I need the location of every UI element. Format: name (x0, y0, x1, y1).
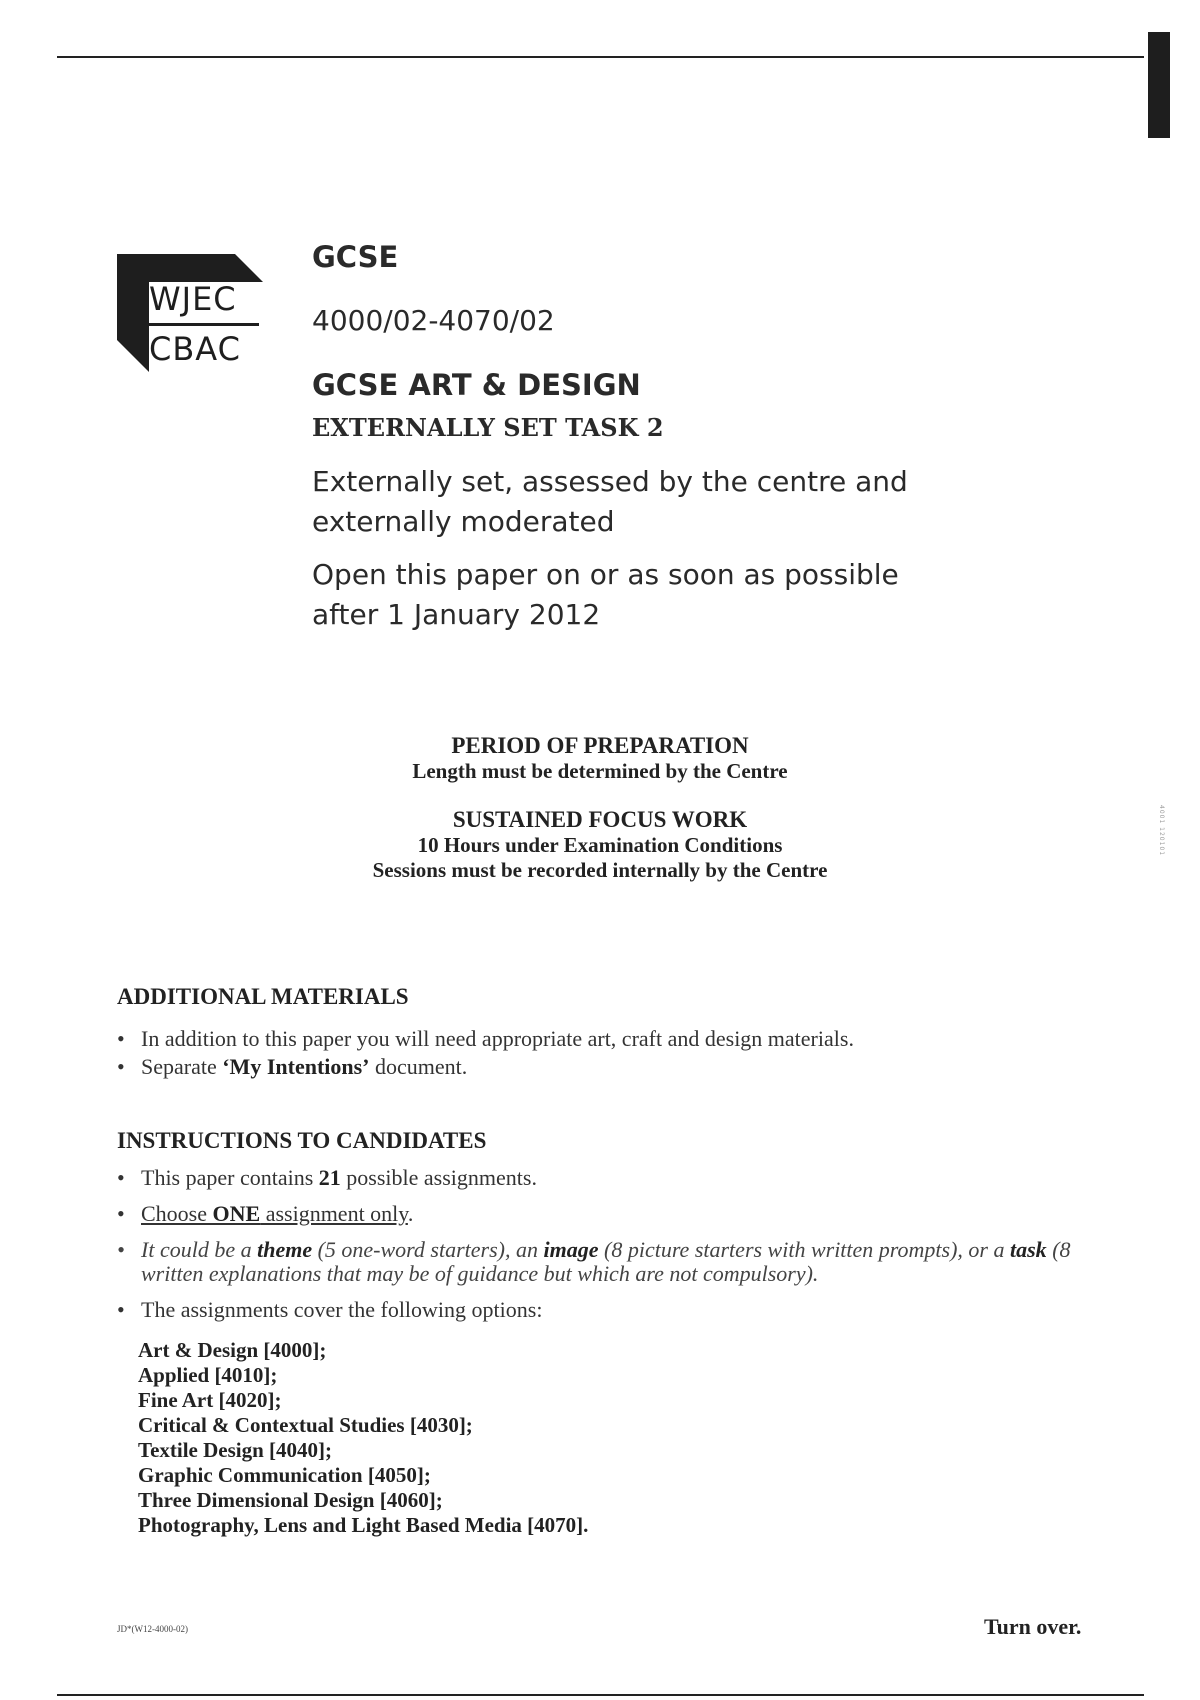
paper-title: GCSE ART & DESIGN (312, 368, 641, 402)
materials-item-1: In addition to this paper you will need appropriate art, craft and design materials. (141, 1026, 854, 1051)
option-item: Critical & Contextual Studies [4030]; (138, 1413, 473, 1437)
list-item (117, 1202, 1097, 1226)
list-item (117, 1238, 1097, 1286)
instr-2-bold: ONE (212, 1201, 261, 1226)
paper-code: 4000/02-4070/02 (312, 304, 555, 337)
instr-4: The assignments cover the following options: (141, 1297, 543, 1322)
options-list (138, 1338, 588, 1538)
open-date-note: Open this paper on or as soon as possible after 1 January 2012 (312, 558, 899, 631)
option-item: Graphic Communication [4050]; (138, 1463, 431, 1487)
materials-item-2-post: document. (369, 1054, 468, 1079)
instr-1-post: possible assignments. (340, 1165, 537, 1190)
additional-materials-heading: ADDITIONAL MATERIALS (117, 984, 409, 1009)
option-item: Photography, Lens and Light Based Media [4070]. (138, 1513, 589, 1537)
my-intentions-label: ‘My Intentions’ (222, 1054, 370, 1079)
instr-2-pre: Choose (141, 1201, 213, 1226)
assessment-description: Externally set, assessed by the centre and externally moderated (312, 465, 908, 538)
page-edge-marker (1148, 32, 1170, 138)
sustained-heading: SUSTAINED FOCUS WORK (452, 807, 748, 832)
logo-text-wjec: WJEC (149, 280, 237, 318)
sustained-hours: 10 Hours under Examination Conditions (417, 833, 783, 857)
sustained-focus-work (200, 807, 1000, 883)
list-item (117, 1025, 1097, 1053)
instr-3-b: (8 picture starters with written prompts), or a (598, 1237, 1010, 1262)
paper-subtitle: EXTERNALLY SET TASK 2 (312, 413, 664, 442)
option-item: Art & Design [4000]; (138, 1338, 327, 1362)
assignment-count: 21 (318, 1165, 341, 1190)
bottom-rule (57, 1694, 1144, 1696)
instr-2-post: assignment only (260, 1201, 408, 1226)
logo-divider (149, 323, 259, 326)
option-item: Applied [4010]; (138, 1363, 278, 1387)
footer-code: JD*(W12-4000-02) (117, 1624, 188, 1634)
option-item: Fine Art [4020]; (138, 1388, 282, 1412)
instr-3-c: (8 written explanations that may be of guidance but which are not compulsory). (141, 1237, 1071, 1286)
task-word: task (1010, 1237, 1047, 1262)
list-item (117, 1053, 1097, 1081)
option-item: Textile Design [4040]; (138, 1438, 333, 1462)
logo-text-cbac: CBAC (149, 330, 241, 368)
instr-1-pre: This paper contains (141, 1165, 319, 1190)
instr-3-a: (5 one-word starters), an (312, 1237, 544, 1262)
instructions-heading: INSTRUCTIONS TO CANDIDATES (117, 1128, 487, 1153)
sustained-sessions: Sessions must be recorded internally by the Centre (372, 858, 828, 882)
side-code: 4001 120101 (1158, 805, 1165, 857)
instr-2-underlined (141, 1201, 408, 1226)
additional-materials-list (117, 1025, 1097, 1081)
list-item (117, 1298, 1097, 1322)
theme-word: theme (257, 1237, 313, 1262)
option-item: Three Dimensional Design [4060]; (138, 1488, 443, 1512)
period-of-preparation (200, 733, 1000, 784)
materials-item-2-pre: Separate (141, 1054, 223, 1079)
period-heading: PERIOD OF PREPARATION (451, 733, 749, 758)
top-rule (57, 56, 1144, 58)
turn-over-note: Turn over. (984, 1614, 1082, 1639)
period-detail: Length must be determined by the Centre (412, 759, 788, 783)
image-word: image (543, 1237, 599, 1262)
instr-3-pre: It could be a (141, 1237, 258, 1262)
instr-2-end: . (407, 1201, 414, 1226)
instructions-list (117, 1166, 1097, 1334)
wjec-logo (117, 254, 263, 372)
list-item (117, 1166, 1097, 1190)
qualification: GCSE (312, 240, 399, 274)
